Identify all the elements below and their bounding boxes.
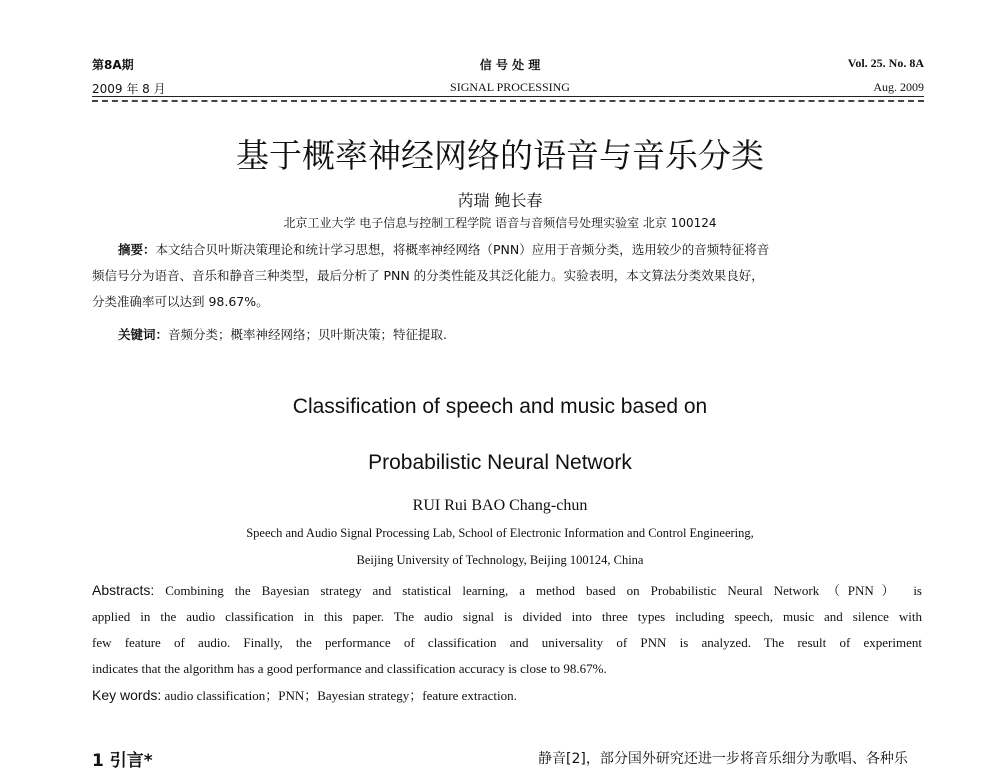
abstract-cn: [92, 237, 769, 315]
affiliation-cn: 北京工业大学 电子信息与控制工程学院 语音与音频信号处理实验室 北京 100124: [283, 216, 717, 230]
keywords-cn: [118, 322, 447, 348]
header-rule-dashed: [92, 100, 924, 102]
section-heading: 1 引言*: [92, 751, 153, 771]
abstract-en-line: Combining the Bayesian strategy and statistical learning, a method based on Probabilistic Neural Network（PNN） is: [165, 583, 922, 598]
body-text-fragment: 静音[2]，部分国外研究还进一步将音乐细分为歌唱、各种乐: [538, 751, 908, 767]
header-rule: [92, 96, 924, 97]
authors-cn: 芮瑞 鲍长春: [457, 191, 543, 210]
affiliation-en-line2: Beijing University of Technology, Beijing 100124, China: [356, 553, 644, 567]
keywords-en-label: Key words:: [92, 687, 162, 703]
title-en-line2: Probabilistic Neural Network: [368, 451, 632, 474]
abstract-cn-line: 分类准确率可以达到 98.67%。: [92, 294, 269, 309]
abstract-en-line: applied in the audio classification in this paper. The audio signal is divided into three types including speech, music and silence with: [92, 609, 922, 624]
abstract-cn-line: 本文结合贝叶斯决策理论和统计学习思想，将概率神经网络（PNN）应用于音频分类，选用较少的音频特征将音: [155, 242, 770, 257]
abstract-cn-label: 摘要：: [118, 242, 156, 257]
journal-name-en: SIGNAL PROCESSING: [450, 80, 570, 94]
issue-date: 2009 年 8 月: [92, 82, 166, 96]
keywords-en-text: audio classification；PNN；Bayesian strategy；feature extraction.: [164, 688, 517, 703]
abstract-en-label: Abstracts:: [92, 582, 155, 598]
issue-number: 第8A期: [92, 58, 134, 72]
abstract-en: [92, 577, 922, 709]
abstract-en-line: few feature of audio. Finally, the performance of classification and universality of PNN is analyzed. The result of experiment: [92, 635, 922, 650]
affiliation-en-line1: Speech and Audio Signal Processing Lab, School of Electronic Information and Control Engineering,: [246, 526, 754, 540]
date-en: Aug. 2009: [873, 80, 924, 94]
keywords-cn-label: 关键词：: [118, 327, 169, 342]
journal-name-cn: 信 号 处 理: [479, 58, 541, 72]
abstract-cn-line: 频信号分为语音、音乐和静音三种类型，最后分析了 PNN 的分类性能及其泛化能力。实验表明，本文算法分类效果良好，: [92, 268, 764, 283]
title-en-line1: Classification of speech and music based on: [292, 395, 708, 418]
authors-en: RUI Rui BAO Chang-chun: [412, 497, 588, 514]
keywords-cn-text: 音频分类；概率神经网络；贝叶斯决策；特征提取.: [168, 327, 447, 342]
title-cn: 基于概率神经网络的语音与音乐分类: [236, 136, 764, 175]
volume: Vol. 25. No. 8A: [847, 56, 924, 70]
abstract-en-line: indicates that the algorithm has a good performance and classification accuracy is close to 98.67%.: [92, 661, 607, 676]
